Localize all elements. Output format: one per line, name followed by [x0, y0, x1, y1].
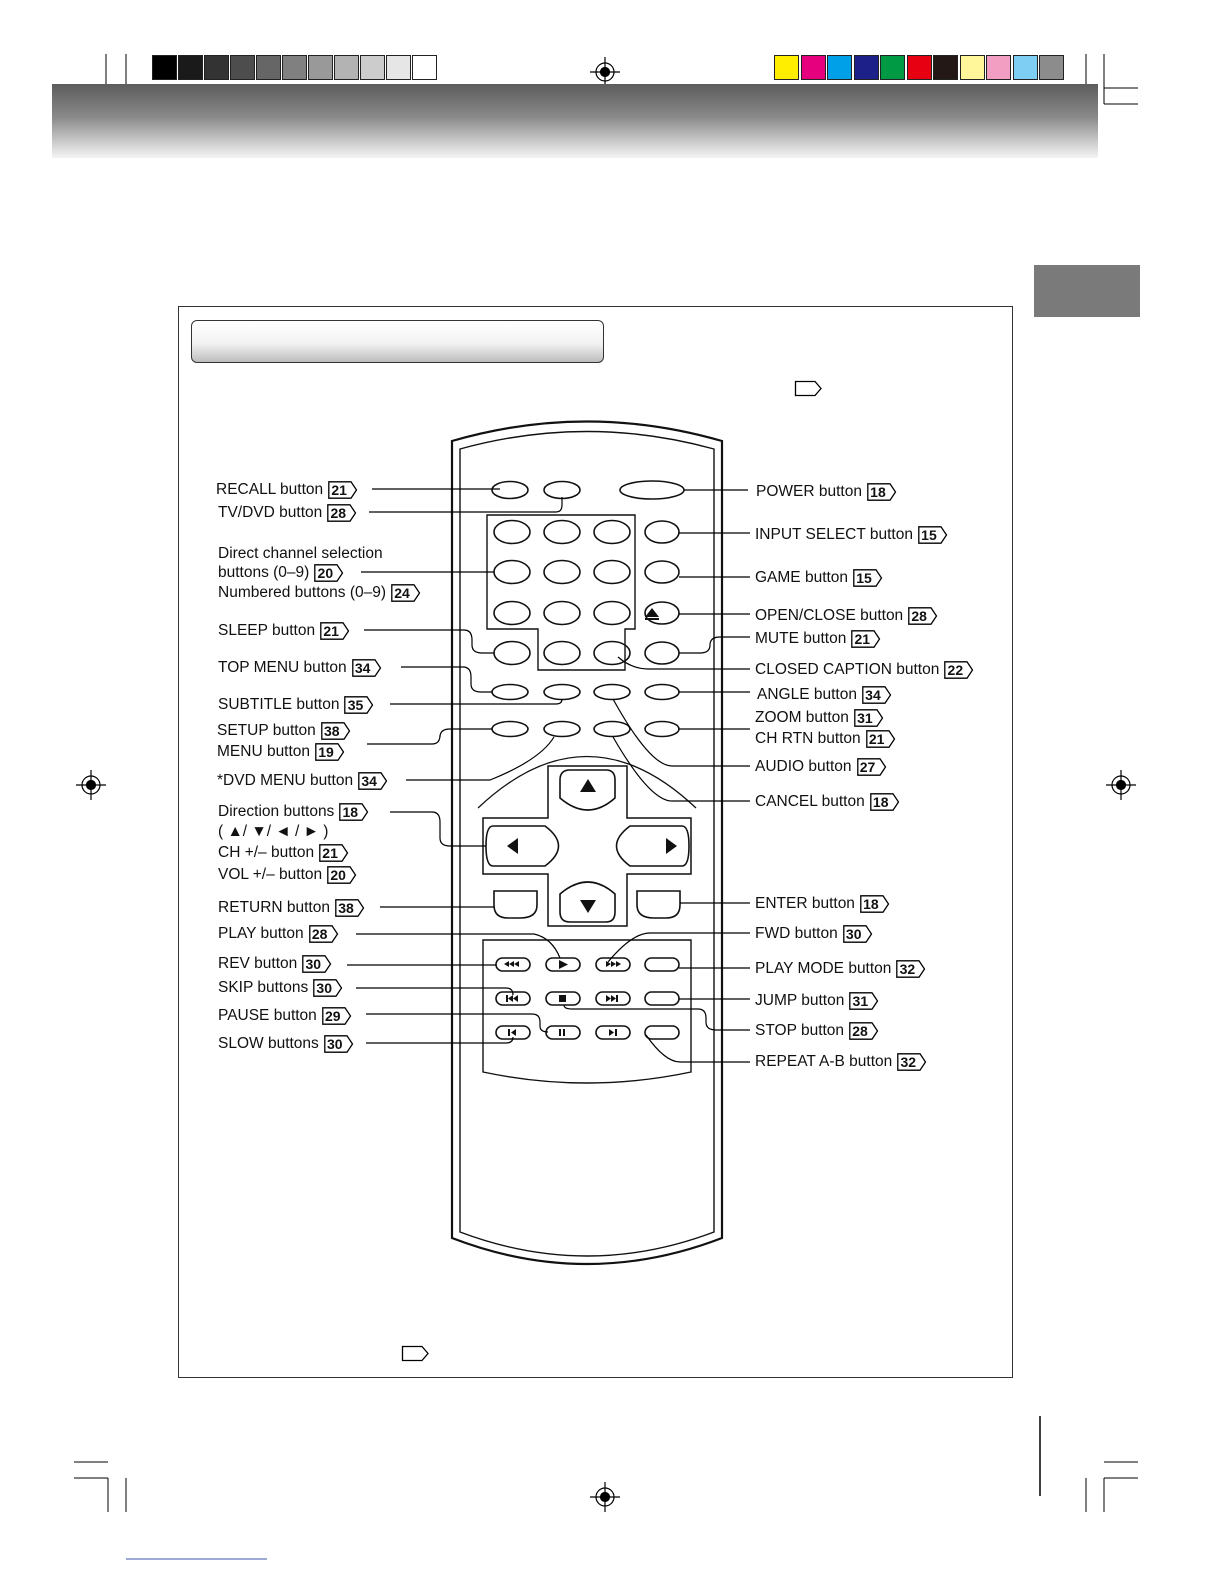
label-text: SETUP button: [217, 722, 316, 739]
label-cancel: [755, 793, 900, 811]
label-text: ENTER button: [755, 895, 855, 912]
label-text: SUBTITLE button: [218, 696, 340, 713]
label-stop: [755, 1022, 879, 1040]
page-reference-badge: [313, 979, 343, 997]
page-number: 18: [870, 484, 886, 500]
label-text: FWD button: [755, 925, 838, 942]
page-reference-badge: [352, 659, 382, 677]
label-text: VOL +/– button: [218, 866, 323, 883]
page-reference-badge: [897, 1053, 927, 1071]
label-input: [755, 526, 948, 544]
label-text: TOP MENU button: [218, 659, 347, 676]
page-number: 21: [854, 631, 871, 647]
label-text: CANCEL button: [755, 793, 865, 810]
page-reference-badge: [851, 630, 881, 648]
label-text: Direct channel selection: [218, 545, 383, 562]
label-recall: [216, 481, 358, 499]
label-sleep: [218, 622, 350, 640]
label-zoom: [755, 709, 884, 727]
page-number: 21: [868, 731, 885, 747]
page-number: 34: [354, 660, 371, 676]
label-text: MENU button: [217, 743, 311, 760]
page-reference-badge: [854, 709, 884, 727]
page-number: 20: [330, 867, 346, 883]
page-number: 32: [900, 1054, 917, 1070]
page-number: 15: [921, 527, 937, 543]
label-text: GAME button: [755, 569, 849, 586]
label-text: PLAY button: [218, 925, 304, 942]
label-jump: [755, 992, 879, 1010]
label-game: [755, 569, 883, 587]
label-direct2: [218, 564, 344, 582]
label-text: ZOOM button: [755, 709, 849, 726]
label-return: [218, 899, 365, 917]
page-reference-badge: [908, 607, 938, 625]
label-text: RETURN button: [218, 899, 330, 916]
page-reference-badge: [339, 803, 369, 821]
label-direction: [218, 803, 369, 821]
page-number: 19: [318, 744, 334, 760]
page-reference-badge: [857, 758, 887, 776]
label-text: buttons (0–9): [218, 564, 310, 581]
label-text: CH +/– button: [218, 844, 315, 861]
page-number: 30: [316, 980, 332, 996]
page-reference-badge: [849, 1022, 879, 1040]
label-angle: [757, 686, 892, 704]
page-number: 30: [305, 956, 322, 972]
page-number: 29: [325, 1008, 341, 1024]
label-chrtn: [755, 730, 896, 748]
page-number: 20: [317, 565, 334, 581]
page-reference-badge: [319, 844, 349, 862]
page-number: 34: [361, 773, 377, 789]
page-number: 30: [327, 1036, 343, 1052]
label-pause: [218, 1007, 352, 1025]
label-text: CLOSED CAPTION button: [755, 661, 940, 678]
label-dvdmenu: [217, 772, 388, 790]
page-reference-badge: [344, 696, 374, 714]
page-reference-badge: [315, 743, 345, 761]
page-reference-badge: [358, 772, 388, 790]
page-reference-badge: [860, 895, 890, 913]
label-enter: [755, 895, 890, 913]
page-number: 28: [852, 1023, 868, 1039]
label-text: Direction buttons: [218, 803, 335, 820]
page-number: 30: [845, 926, 862, 942]
label-text: ANGLE button: [757, 686, 857, 703]
page-reference-badge: [335, 899, 365, 917]
label-text: MUTE button: [755, 630, 847, 647]
page-number: 22: [947, 662, 964, 678]
label-menu: [217, 743, 345, 761]
page-reference-badge: [321, 722, 351, 740]
label-text: PAUSE button: [218, 1007, 317, 1024]
page-number: 38: [324, 723, 340, 739]
page-reference-badge: [391, 584, 421, 602]
page-reference-badge: [867, 483, 897, 501]
page-number: 34: [865, 687, 881, 703]
label-setup: [217, 722, 351, 740]
page-number: 28: [311, 926, 328, 942]
label-repeat: [755, 1053, 927, 1071]
label-text: PLAY MODE button: [755, 960, 892, 977]
label-audio: [755, 758, 887, 776]
page-reference-badge: [862, 686, 892, 704]
page-reference-badge: [322, 1007, 352, 1025]
page-reference-badge: [944, 661, 974, 679]
page-number: 35: [347, 697, 364, 713]
page-reference-badge: [302, 955, 332, 973]
page-reference-badge: [327, 866, 357, 884]
page-reference-badge: [918, 526, 948, 544]
page-number: 21: [323, 623, 339, 639]
label-text: SLOW buttons: [218, 1035, 319, 1052]
page-reference-badge: [320, 622, 350, 640]
page-reference-badge: [314, 564, 344, 582]
label-fwd: [755, 925, 873, 943]
label-text: AUDIO button: [755, 758, 852, 775]
label-text: STOP button: [755, 1022, 845, 1039]
page-reference-badge: [896, 960, 926, 978]
label-text: TV/DVD button: [218, 504, 323, 521]
page-reference-badge: [324, 1035, 354, 1053]
label-text: RECALL button: [216, 481, 324, 498]
page-number: 28: [330, 505, 347, 521]
page-number: 32: [899, 961, 916, 977]
page-reference-badge: [853, 569, 883, 587]
page-number: 18: [342, 804, 359, 820]
label-ch: [218, 844, 349, 862]
page-number: 38: [338, 900, 354, 916]
page-number: 18: [863, 896, 879, 912]
label-arrows: [218, 823, 328, 841]
label-openclose: [755, 607, 938, 625]
label-text: ( ▲/ ▼/ ◄ / ► ): [218, 823, 329, 840]
label-text: JUMP button: [755, 992, 845, 1009]
page-number: 31: [857, 710, 873, 726]
label-text: *DVD MENU button: [217, 772, 354, 789]
label-rev: [218, 955, 332, 973]
page-number: 21: [331, 482, 347, 498]
label-text: REPEAT A-B button: [755, 1053, 893, 1070]
label-text: INPUT SELECT button: [755, 526, 913, 543]
label-tvdvd: [218, 504, 357, 522]
label-text: CH RTN button: [755, 730, 861, 747]
label-text: Numbered buttons (0–9): [218, 584, 387, 601]
page-reference-badge: [870, 793, 900, 811]
label-vol: [218, 866, 357, 884]
label-text: SKIP buttons: [218, 979, 309, 996]
page-reference-badge: [843, 925, 873, 943]
page-reference-badge: [327, 504, 357, 522]
page-number: 15: [856, 570, 872, 586]
page-number: 18: [872, 794, 889, 810]
label-numbered: [218, 584, 421, 602]
label-play: [218, 925, 339, 943]
label-subtitle: [218, 696, 374, 714]
label-playmode: [755, 960, 926, 978]
label-text: SLEEP button: [218, 622, 316, 639]
label-text: OPEN/CLOSE button: [755, 607, 904, 624]
page-reference-badge: [849, 992, 879, 1010]
label-mute: [755, 630, 881, 648]
label-slow: [218, 1035, 354, 1053]
label-cc: [755, 661, 974, 679]
label-direct1: [218, 545, 383, 563]
page-number: 21: [322, 845, 338, 861]
page-reference-badge: [309, 925, 339, 943]
label-skip: [218, 979, 343, 997]
label-topmenu: [218, 659, 382, 677]
label-power: [756, 483, 897, 501]
page-reference-badge: [328, 481, 358, 499]
page-number: 28: [911, 608, 927, 624]
page-number: 27: [859, 759, 876, 775]
label-text: POWER button: [756, 483, 862, 500]
label-text: REV button: [218, 955, 298, 972]
page-number: 31: [852, 993, 869, 1009]
page-number: 24: [394, 585, 410, 601]
page-reference-badge: [866, 730, 896, 748]
